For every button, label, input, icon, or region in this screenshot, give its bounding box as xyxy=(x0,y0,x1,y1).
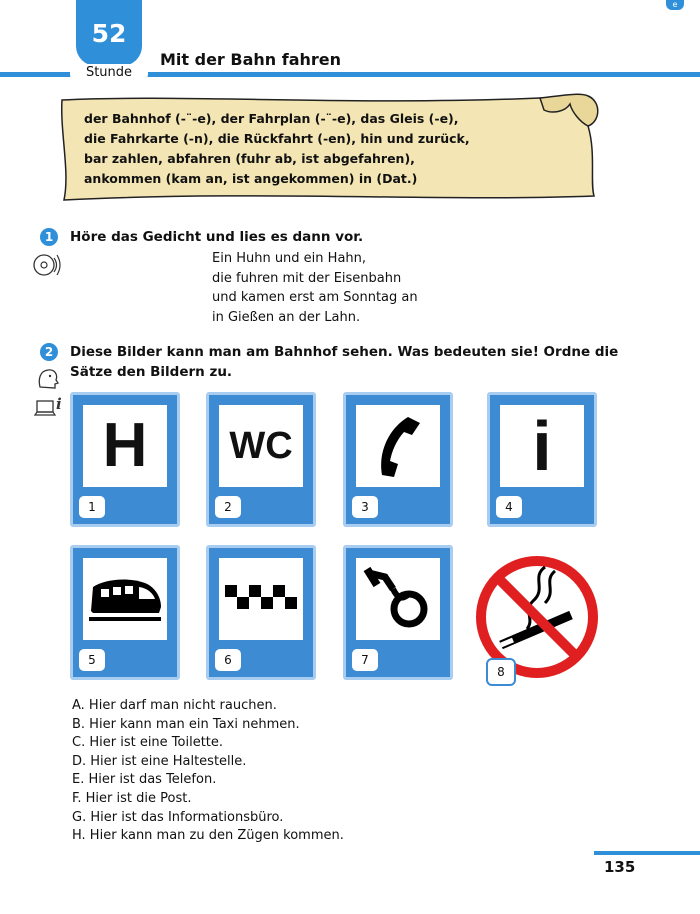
poem-line: Ein Huhn und ein Hahn, xyxy=(212,251,367,266)
sign-number: 3 xyxy=(352,496,378,518)
page-title: Mit der Bahn fahren xyxy=(160,50,342,69)
footer-rule xyxy=(594,851,700,855)
sentence-item: A. Hier darf man nicht rauchen. xyxy=(72,698,277,713)
sign-number: 2 xyxy=(215,496,241,518)
vocabulary-line: der Bahnhof (-¨-e), der Fahrplan (-¨-e), das Gleis (-e), xyxy=(84,111,459,126)
information-i-icon: i xyxy=(532,407,552,485)
poem xyxy=(212,249,418,327)
train-icon xyxy=(85,569,165,629)
laptop-info-icon xyxy=(34,395,64,425)
poem-line: und kamen erst am Sonntag an xyxy=(212,290,418,305)
page-number: 135 xyxy=(604,858,636,876)
haltestelle-h-icon: H xyxy=(102,411,148,480)
sign-number: 7 xyxy=(352,649,378,671)
sign-6 xyxy=(206,545,316,680)
instruction-line: Sätze den Bildern zu. xyxy=(70,364,233,380)
sentence-item: C. Hier ist eine Toilette. xyxy=(72,735,224,751)
exercise-2-instruction xyxy=(70,342,618,382)
sentence-item: F. Hier ist die Post. xyxy=(72,790,192,806)
sign-number: 5 xyxy=(79,649,105,671)
sign-number: 4 xyxy=(496,496,522,518)
publisher-logo: e xyxy=(666,0,684,10)
poem-line: in Gießen an der Lahn. xyxy=(212,309,361,325)
vocabulary-line: die Fahrkarte (-n), die Rückfahrt (-en), hin und zurück, xyxy=(84,131,470,146)
taxi-checker-icon xyxy=(225,585,297,613)
lesson-label: Stunde xyxy=(70,64,148,82)
sign-3 xyxy=(343,392,453,527)
exercise-1-instruction: Höre das Gedicht und lies es dann vor. xyxy=(70,229,364,245)
sign-number: 6 xyxy=(215,649,241,671)
vocabulary-text xyxy=(84,109,504,189)
svg-text:i: i xyxy=(56,395,62,413)
sign-5 xyxy=(70,545,180,680)
exercise-2-badge: 2 xyxy=(40,343,58,361)
instruction-line: Diese Bilder kann man am Bahnhof sehen. Was bedeuten sie! Ordne die xyxy=(70,344,619,360)
audio-cd-icon xyxy=(32,252,62,282)
lesson-number: 52 xyxy=(91,18,127,48)
exercise-1-badge: 1 xyxy=(40,228,58,246)
lesson-number-tab xyxy=(76,0,142,66)
sentence-item: B. Hier kann man ein Taxi nehmen. xyxy=(72,716,300,732)
sign-number: 8 xyxy=(486,658,516,686)
sentence-list xyxy=(72,697,344,846)
sentence-item: H. Hier kann man zu den Zügen kommen. xyxy=(72,828,344,844)
vocabulary-line: bar zahlen, abfahren (fuhr ab, ist abgefahren), xyxy=(84,151,415,166)
vocabulary-line: ankommen (kam an, ist angekommen) in (Dat.) xyxy=(84,171,418,186)
sentence-item: G. Hier ist das Informationsbüro. xyxy=(72,809,284,825)
telephone-icon xyxy=(368,413,428,479)
sign-2 xyxy=(206,392,316,527)
sign-7 xyxy=(343,545,453,680)
sign-number: 1 xyxy=(79,496,105,518)
sign-4 xyxy=(487,392,597,527)
speaking-head-icon xyxy=(36,367,62,395)
sentence-item: D. Hier ist eine Haltestelle. xyxy=(72,753,247,769)
post-horn-icon xyxy=(363,567,433,631)
sign-1 xyxy=(70,392,180,527)
toilet-wc-icon: WC xyxy=(229,425,293,467)
sentence-item: E. Hier ist das Telefon. xyxy=(72,772,217,788)
poem-line: die fuhren mit der Eisenbahn xyxy=(212,270,402,286)
